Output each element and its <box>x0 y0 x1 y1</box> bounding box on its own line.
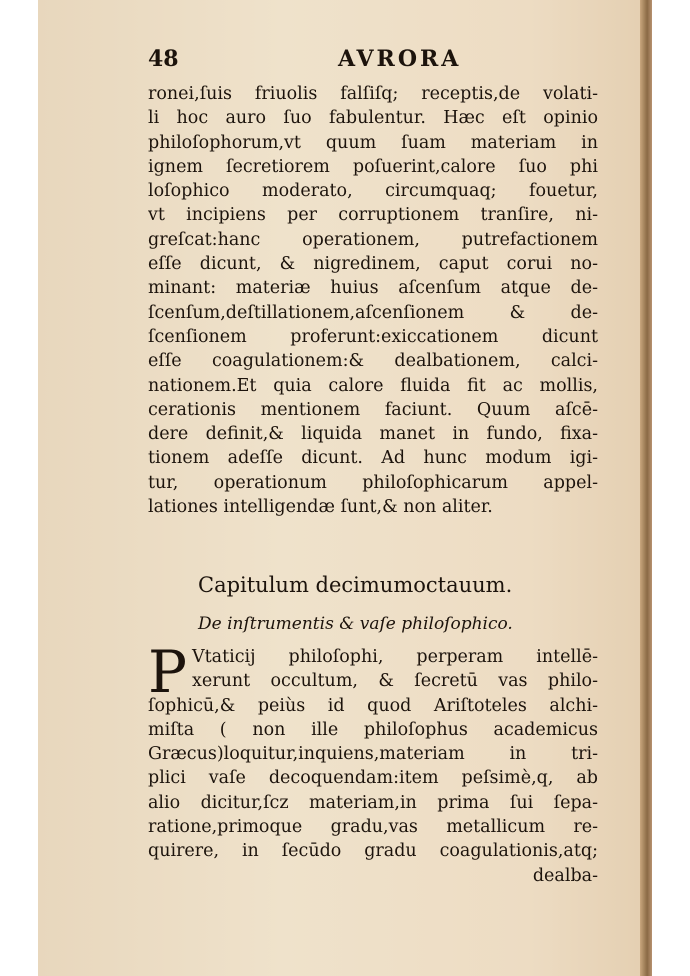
text-line: xerunt occultum, & ſecretū vas philo- <box>192 671 598 692</box>
text-line: ſcenſionem proferunt:exiccationem dicunt <box>148 326 598 347</box>
text-line: ignem ſecretiorem poſuerint,calore ſuo phi <box>148 156 598 177</box>
page-header <box>148 46 598 76</box>
text-line: eſſe coagulationem:& dealbationem, calci- <box>148 351 598 372</box>
text-block-body <box>148 638 598 888</box>
chapter-title: Capitulum decimumoctauum. <box>198 573 513 597</box>
text-line: Græcus)loquitur,inquiens,materiam in tri- <box>148 744 598 765</box>
text-line: loſophico moderato, circumquaq; fouetur, <box>148 181 598 202</box>
text-line: ronei,ſuis friuolis falſiſq; receptis,de volati- <box>148 84 598 104</box>
text-line: miſta ( non ille philoſophus academicus <box>148 719 598 740</box>
chapter-subtitle: De inſtrumentis & vaſe philoſophico. <box>198 614 513 634</box>
running-title: AVRORA <box>338 46 462 72</box>
text-line: li hoc auro ſuo fabulentur. Hæc eſt opinio <box>148 108 598 129</box>
book-spine-edge <box>640 0 652 976</box>
text-block-top <box>148 82 598 519</box>
text-line: tionem adeſſe dicunt. Ad hunc modum igi- <box>148 448 598 469</box>
text-line: minant: materiæ huius aſcenſum atque de- <box>148 278 598 299</box>
text-line: ſcenſum,deſtillationem,aſcenſionem & de- <box>148 302 598 323</box>
text-line: ſophicū,& peiùs id quod Ariſtoteles alchi- <box>148 695 598 716</box>
text-line: cerationis mentionem faciunt. Quum aſcē- <box>148 399 598 420</box>
text-line: nationem.Et quia calore fluida fit ac mollis, <box>148 375 598 396</box>
text-line: dere definit,& liquida manet in fundo, fixa- <box>148 424 598 445</box>
page-number: 48 <box>148 46 179 72</box>
catchword: dealba- <box>532 865 598 886</box>
text-line: ratione,primoque gradu,vas metallicum re- <box>148 817 598 838</box>
text-line: quirere, in ſecūdo gradu coagulationis,atq; <box>148 841 598 862</box>
text-line: Vtaticij philoſophi, perperam intellē- <box>192 647 598 667</box>
text-line: vt incipiens per corruptionem tranſire, ni- <box>148 205 598 226</box>
text-line: greſcat:hanc operationem, putrefactionem <box>148 229 598 250</box>
text-line: lationes intelligendæ ſunt,& non aliter. <box>148 497 493 518</box>
drop-cap: P <box>148 638 188 706</box>
text-line: alio dicitur,ſcz materiam,in prima ſui ſepa- <box>148 792 598 813</box>
text-line: eſſe dicunt, & nigredinem, caput corui no- <box>148 254 598 275</box>
text-line: tur, operationum philoſophicarum appel- <box>148 472 598 493</box>
text-line: philoſophorum,vt quum ſuam materiam in <box>148 132 598 153</box>
text-line: plici vaſe decoquendam:item peſsimè,q, ab <box>148 768 598 789</box>
